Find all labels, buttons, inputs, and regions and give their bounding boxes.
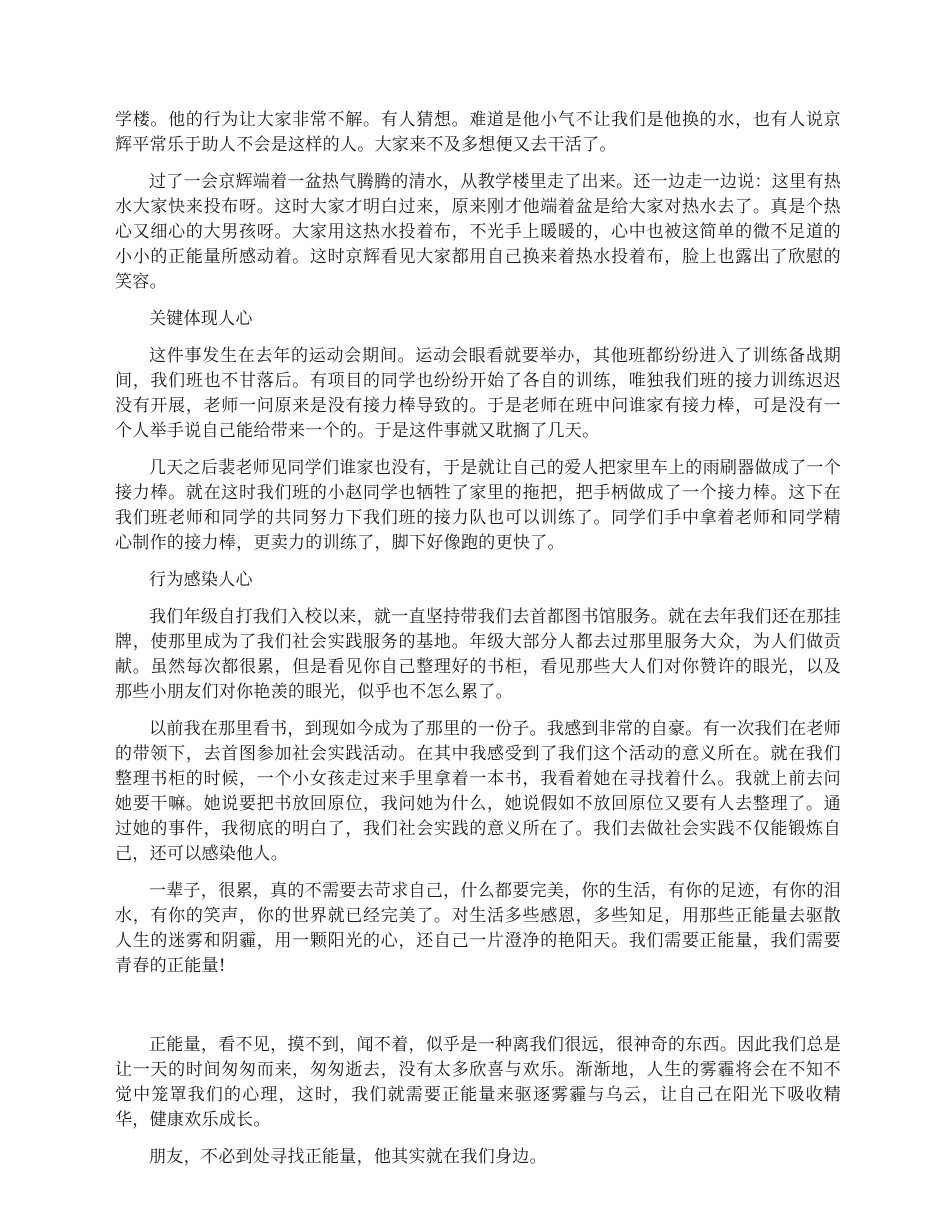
paragraph-lifetime: 一辈子，很累，真的不需要去苛求自己，什么都要完美，你的生活，有你的足迹，有你的泪水，有你的笑声，你的世界就已经完美了。对生活多些感恩，多些知足，用那些正能量去驱散人生的迷雾和阴霾，用一颗阳光的心，还自己一片澄净的艳阳天。我们需要正能量，我们需要青春的正能量! <box>115 881 841 976</box>
paragraph-relay-baton: 几天之后裴老师见同学们谁家也没有，于是就让自己的爱人把家里车上的雨刷器做成了一个接力棒。就在这时我们班的小赵同学也牺牲了家里的拖把，把手柄做成了一个接力棒。这下在我们班老师和同学的共同努力下我们班的接力队也可以训练了。同学们手中拿着老师和同学精心制作的接力棒，更卖力的训练了，脚下好像跑的更快了。 <box>115 458 841 553</box>
paragraph-hot-water: 过了一会京辉端着一盆热气腾腾的清水，从教学楼里走了出来。还一边走一边说：这里有热水大家快来投布呀。这时大家才明白过来，原来刚才他端着盆是给大家对热水去了。真是个热心又细心的大男孩呀。大家用这热水投着布，不光手上暖暖的，心中也被这简单的微不足道的小小的正能量所感动着。这时京辉看见大家都用自己换来着热水投着布，脸上也露出了欣慰的笑容。 <box>115 172 841 292</box>
section-heading-key-moment: 关键体现人心 <box>149 309 253 329</box>
paragraph-sports-meet: 这件事发生在去年的运动会期间。运动会眼看就要举办，其他班都纷纷进入了训练备战期间，我们班也不甘落后。有项目的同学也纷纷开始了各自的训练，唯独我们班的接力训练迟迟没有开展，老师一问原来是没有接力棒导致的。于是老师在班中问谁家有接力棒，可是没有一个人举手说自己能给带来一个的。于是这件事就又耽搁了几天。 <box>115 346 841 441</box>
paragraph-continuation: 学楼。他的行为让大家非常不解。有人猜想。难道是他小气不让我们是他换的水，也有人说京辉平常乐于助人不会是这样的人。大家来不及多想便又去干活了。 <box>115 110 841 155</box>
paragraph-little-girl: 以前我在那里看书，到现如今成为了那里的一份子。我感到非常的自豪。有一次我们在老师的带领下，去首图参加社会实践活动。在其中我感受到了我们这个活动的意义所在。就在我们整理书柜的时候，一个小女孩走过来手里拿着一本书，我看着她在寻找着什么。我就上前去问她要干嘛。她说要把书放回原位，我问她为什么，她说假如不放回原位又要有人去整理了。通过她的事件，我彻底的明白了，我们社会实践的意义所在了。我们去做社会实践不仅能锻炼自己，还可以感染他人。 <box>115 719 841 864</box>
section-gap <box>115 991 841 1033</box>
document-page <box>115 108 841 1182</box>
paragraph-library-service: 我们年级自打我们入校以来，就一直坚持带我们去首都图书馆服务。就在去年我们还在那挂牌，使那里成为了我们社会实践服务的基地。年级大部分人都去过那里服务大众，为人们做贡献。虽然每次都很累，但是看见你自己整理好的书柜，看见那些大人们对你赞许的眼光，以及那些小朋友们对你艳羡的眼光，似乎也不怎么累了。 <box>115 607 841 702</box>
section-heading-behavior: 行为感染人心 <box>149 570 253 590</box>
paragraph-positive-energy: 正能量，看不见，摸不到，闻不着，似乎是一种离我们很远，很神奇的东西。因此我们总是让一天的时间匆匆而来，匆匆逝去，没有太多欣喜与欢乐。渐渐地，人生的雾霾将会在不知不觉中笼罩我们的心理，这时，我们就需要正能量来驱逐雾霾与乌云，让自己在阳光下吸收精华，健康欢乐成长。 <box>115 1035 841 1130</box>
paragraph-closing: 朋友，不必到处寻找正能量，他其实就在我们身边。 <box>149 1147 547 1167</box>
